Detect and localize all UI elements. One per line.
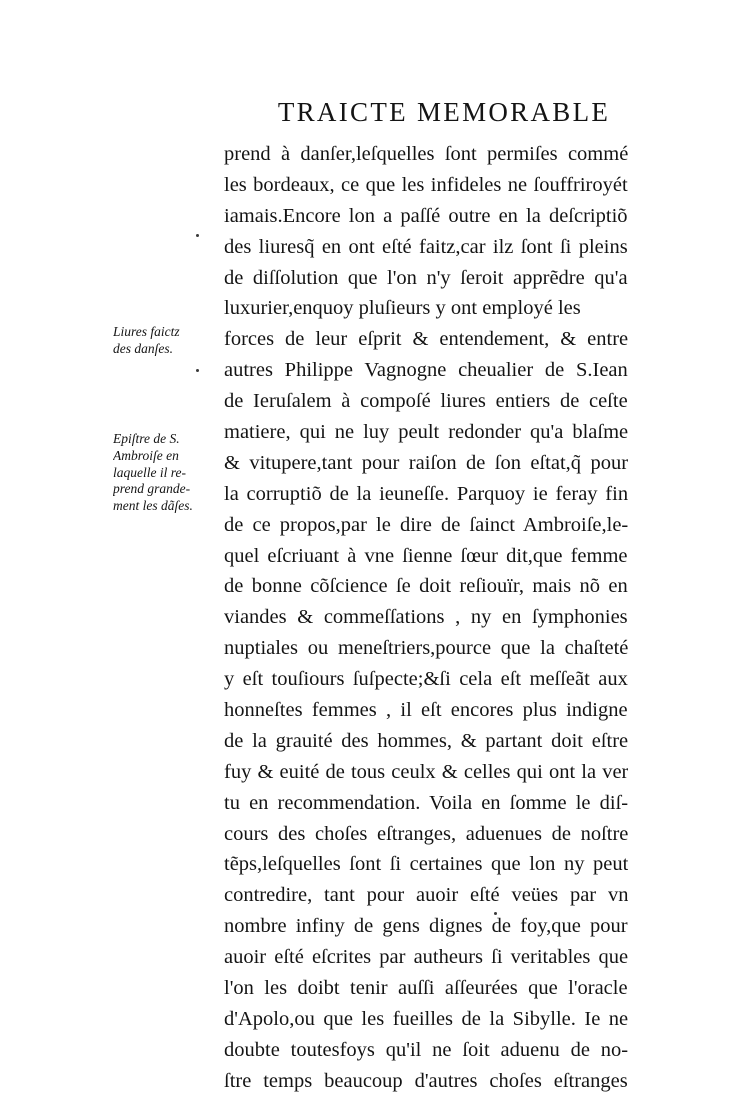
marginal-note-line: laquelle il re- [113, 464, 186, 480]
body-text-line: cours des choſes eſtranges, aduenues de noſtre [224, 822, 628, 845]
body-text-line: honneſtes femmes , il eſt encores plus indigne [224, 699, 628, 722]
body-text-line: y eſt touſiours ſuſpecte;&ſi cela eſt meſſeãt aux [224, 668, 628, 691]
running-head: TRAICTE MEMORABLE [277, 97, 611, 127]
body-text-line: de ce propos,par le dire de ſainct Ambroiſe,le- [224, 513, 628, 536]
marginal-note-line: prend grande- [113, 481, 191, 497]
body-text-line: viandes & commeſſations , ny en ſymphonies [224, 606, 628, 629]
body-text-line: contredire, tant pour auoir eſté veües par vn [224, 884, 628, 907]
body-text-line: autres Philippe Vagnogne cheualier de S.Iean [224, 359, 628, 382]
marginal-note-dance-books [113, 324, 223, 358]
body-text-line: prend à danſer,leſquelles ſont permiſes commé [224, 143, 628, 165]
body-text-line: tu en recommendation. Voila en ſomme le diſ- [224, 791, 628, 814]
body-text-line: fuy & euité de tous ceulx & celles qui ont la ver [224, 760, 628, 783]
body-text-line: & vitupere,tant pour raiſon de ſon eſtat,q̃ pour [224, 451, 628, 474]
body-text-line: tẽps,leſquelles ſont ſi certaines que lon ny peut [224, 853, 628, 876]
marginal-note-line: ment les dãſes. [113, 498, 193, 514]
body-text-line: forces de leur eſprit & entendement, & entre [224, 328, 628, 351]
body-text-line: ſtre temps beaucoup d'autres choſes eſtranges [224, 1069, 628, 1092]
marginal-note-line: Liures faictz [113, 324, 180, 339]
body-text-line: doubte toutesfoys qu'il ne ſoit aduenu de no- [224, 1038, 628, 1061]
body-text-line: quel eſcriuant à vne ſienne ſœur dit,que femme [224, 544, 628, 567]
body-text-line: l'on les doibt tenir auſſi aſſeurées que l'oracle [224, 977, 628, 1000]
body-text-line: des liuresq̃ en ont eſté faitz,car ilz ſont ſi pleins [224, 235, 628, 258]
body-text-line: matiere, qui ne luy peult redonder qu'a blaſme [224, 421, 628, 444]
body-text-line: de Ieruſalem à compoſé liures entiers de ceſte [224, 390, 628, 413]
ink-speck [196, 369, 199, 372]
body-text-line: auoir eſté eſcrites par autheurs ſi veritables que [224, 946, 628, 969]
body-text-line: de diſſolution que l'on n'y ſeroit apprẽdre qu'a [224, 266, 628, 289]
body-text-line: nombre infiny de gens dignes de foy,que pour [224, 915, 628, 938]
body-text-block [224, 139, 628, 1097]
body-text-line: la corruptiõ de la ieuneſſe. Parquoy ie feray fin [224, 482, 628, 505]
body-text-line: iamais.Encore lon a paſſé outre en la deſcriptiõ [224, 204, 628, 227]
marginal-note-line: des danſes. [113, 340, 173, 356]
body-text-line: de la grauité des hommes, & partant doit eſtre [224, 729, 628, 752]
marginal-note-line: Epiſtre de S. [113, 431, 180, 446]
body-text-line: les bordeaux, ce que les infideles ne ſouffriroyét [224, 173, 628, 196]
marginal-note-line: Ambroiſe en [113, 447, 179, 463]
ink-speck [196, 234, 199, 237]
body-text-line: d'Apolo,ou que les fueilles de la Sibylle. Ie ne [224, 1007, 628, 1030]
body-text-line: de bonne cõſcience ſe doit reſiouïr, mais nõ en [224, 575, 628, 598]
body-text-line: nuptiales ou meneſtriers,pource que la chaſteté [224, 637, 628, 660]
body-text-line: luxurier,enquoy pluſieurs y ont employé les [224, 297, 581, 320]
marginal-note-ambrose-epistle [113, 431, 223, 515]
